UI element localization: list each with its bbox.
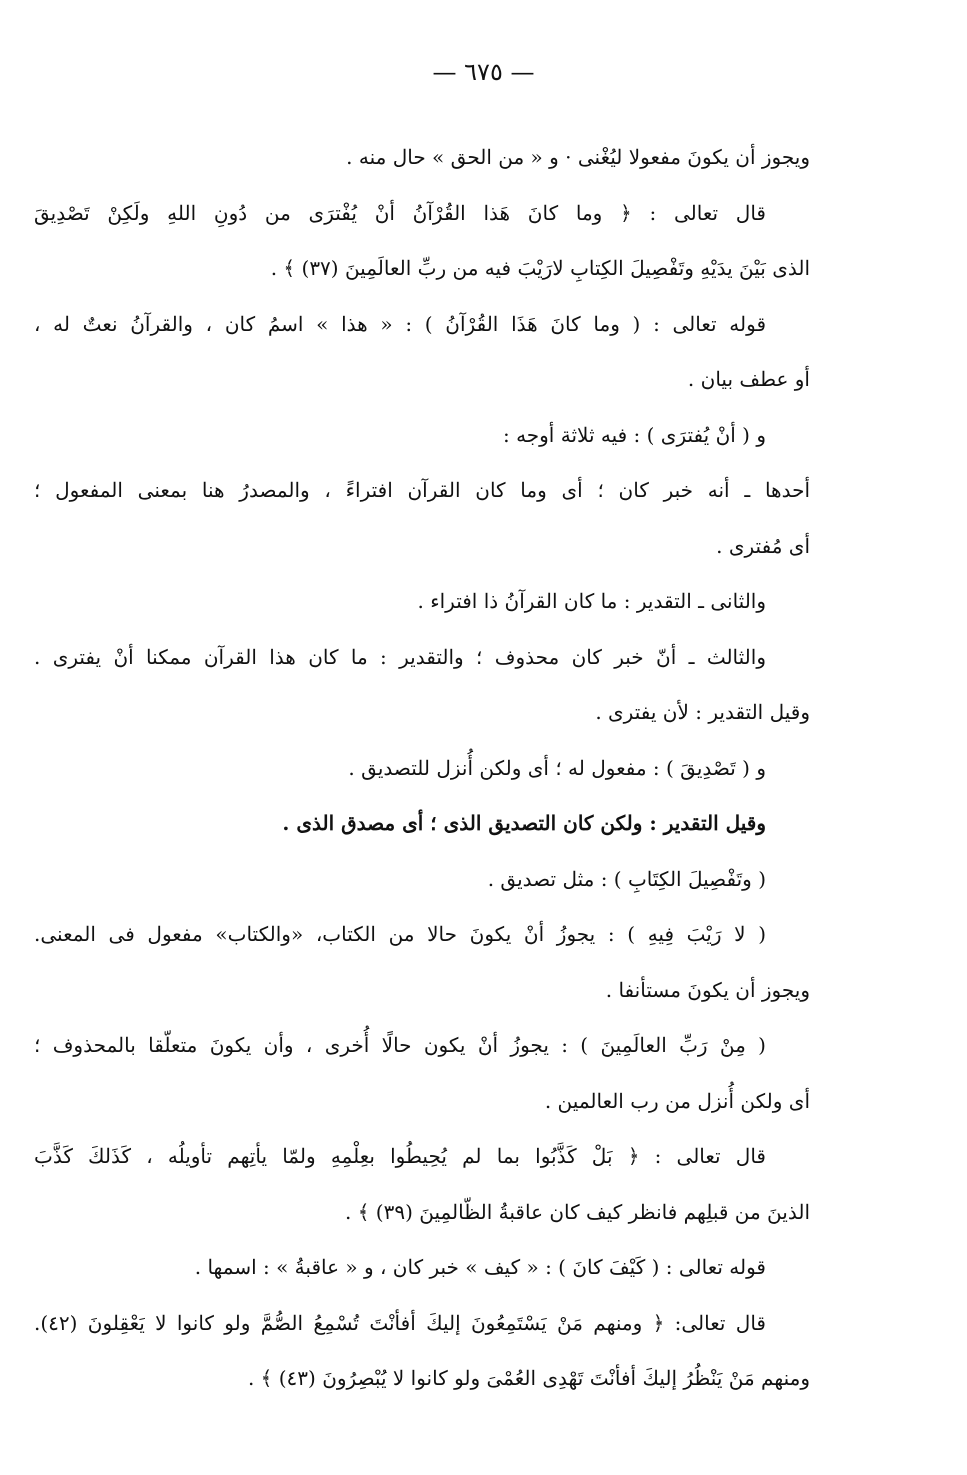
- text-line: ويجوز أن يكونَ مفعولا ليُغْنى · و « من الحق » حال منه .: [346, 145, 810, 169]
- text-line: أى ولكن أُنزل من رب العالمين .: [544, 1088, 810, 1113]
- text-line: قوله تعالى : ( وما كانَ هَذَا القُرْآنُ ) : « هذا » اسمُ كان ، والقرآنُ نعتٌ له ،: [34, 311, 766, 336]
- text-line: و ( تَصْدِيقَ ) : مفعول له ؛ أى ولكن أُنزل للتصديق .: [348, 755, 766, 780]
- text-line: وقيل التقدير : لأن يفترى .: [595, 700, 810, 724]
- text-line: و ( أنْ يُفترَى ) : فيه ثلاثة أوجه :: [502, 422, 766, 447]
- text-line: وقيل التقدير : ولكن كان التصديق الذى ؛ أى مصدق الذى .: [282, 811, 766, 835]
- text-line: أى مُفترى .: [716, 533, 810, 558]
- page-number: — ٦٧٥ —: [432, 58, 535, 86]
- text-line: قال تعالى: ﴿ ومنهم مَنْ يَسْتَمِعُونَ إليكَ أفأنْتَ تُسْمِعُ الصُّمَّ ولو كانوا لا يَعْقِلونَ (٤٢).: [34, 1310, 766, 1335]
- text-line: قال تعالى : ﴿ بَلْ كَذَّبُوا بما لم يُحِيطُوا بعِلْمِهِ ولمّا يأتِهم تأويلُه ، كَذَلكَ كَذَّبَ: [34, 1144, 766, 1168]
- text-line: ومنهم مَنْ يَنْظُرُ إليكَ أفأنْتَ تَهْدِى العُمْىَ ولو كانوا لا يُبْصِرُونَ (٤٣) ﴾ .: [247, 1366, 810, 1390]
- text-line: ويجوز أن يكونَ مستأنفا .: [605, 977, 810, 1002]
- text-line: قال تعالى : ﴿ وما كانَ هَذا القُرْآنُ أنْ يُفْترَى من دُونِ اللهِ ولَكِنْ تَصْدِيقَ: [34, 200, 766, 225]
- text-line: الذينَ من قبلِهم فانظر كيف كان عاقبةُ الظّالمِينَ (٣٩) ﴾ .: [345, 1199, 810, 1224]
- page-body: [34, 130, 810, 1407]
- text-line: ( وتَفْصِيلَ الكِتَابِ ) : مثل تصديق .: [487, 866, 766, 891]
- text-line: الذى بَيْنَ يدَيْهِ وتَفْصِيلَ الكِتابِ لارَيْبَ فيه من ربِّ العالَمِينَ (٣٧) ﴾ .: [270, 256, 810, 280]
- text-line: أحدها ـ أنه خبر كان ؛ أى وما كان القرآن افتراءً ، والمصدرُ هنا بمعنى المفعول ؛: [34, 478, 810, 502]
- text-line: ( لا رَيْبَ فِيهِ ) : يجوزُ أنْ يكونَ حالا من الكتاب، «والكتاب» مفعول فى المعنى.: [34, 922, 766, 946]
- text-line: قوله تعالى : ( كَيْفَ كانَ ) : « كيف » خبر كان ، و « عاقبةُ » : اسمها .: [194, 1255, 766, 1279]
- text-line: أو عطف بيان .: [687, 367, 810, 391]
- text-line: والثالث ـ أنّ خبر كان محذوف ؛ والتقدير : ما كان هذا القرآن ممكنا أنْ يفترى .: [34, 644, 766, 669]
- text-line: ( مِنْ رَبِّ العالَمِينَ ) : يجوزُ أنْ يكون حالًا أُخرى ، وأن يكونَ متعلّقا بالمحذوف ؛: [34, 1033, 766, 1057]
- text-line: والثانى ـ التقدير : ما كان القرآنُ ذا افتراء .: [417, 589, 766, 613]
